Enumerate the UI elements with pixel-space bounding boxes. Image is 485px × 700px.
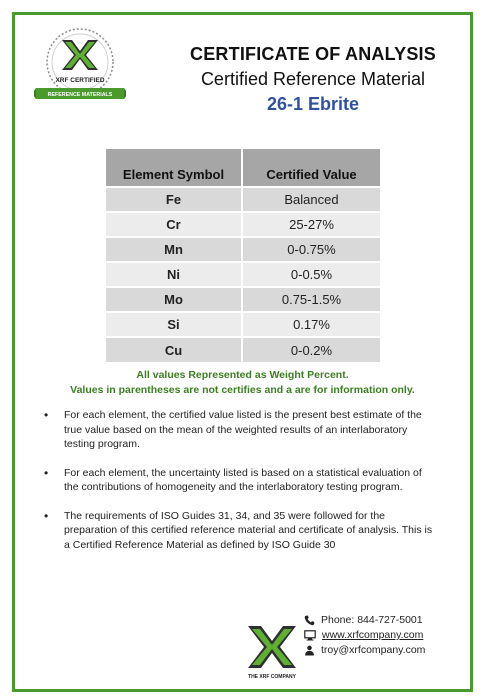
person-icon xyxy=(304,645,315,656)
certified-value: 0-0.75% xyxy=(242,237,380,262)
material-name: 26-1 Ebrite xyxy=(266,94,360,114)
table-row xyxy=(106,237,380,262)
parentheses-note: Values in parentheses are not certifies and a are for information only. xyxy=(70,384,415,396)
contact-email xyxy=(304,643,425,658)
contact-website xyxy=(304,628,425,643)
certified-value: 0-0.5% xyxy=(242,262,380,287)
element-symbol: Mo xyxy=(106,287,242,312)
xrf-company-logo xyxy=(244,624,300,682)
website-link[interactable]: www.xrfcompany.com xyxy=(322,629,424,641)
element-symbol: Cu xyxy=(106,337,242,362)
column-header-value: Certified Value xyxy=(242,149,380,187)
table-row xyxy=(106,287,380,312)
certified-values-table xyxy=(106,149,380,362)
element-symbol: Si xyxy=(106,312,242,337)
seal-top-text: XRF CERTIFIED xyxy=(55,77,105,84)
phone-icon xyxy=(304,615,315,626)
column-header-symbol: Element Symbol xyxy=(106,149,242,187)
element-symbol: Mn xyxy=(106,237,242,262)
contact-phone xyxy=(304,613,425,628)
list-item: • For each element, the certified value listed is the present best estimate of the true value based on the mean of the weighted results of an interlaboratory testing program. xyxy=(42,408,434,452)
page-title: CERTIFICATE OF ANALYSIS xyxy=(190,44,436,64)
contact-info xyxy=(304,613,425,658)
certificate-header xyxy=(170,44,456,115)
xrf-certified-seal-logo xyxy=(34,24,126,108)
certified-value: 0.17% xyxy=(242,312,380,337)
certified-value: Balanced xyxy=(242,187,380,212)
table-row xyxy=(106,212,380,237)
page-subtitle: Certified Reference Material xyxy=(200,69,426,89)
table-row xyxy=(106,337,380,362)
element-symbol: Ni xyxy=(106,262,242,287)
email-address[interactable]: troy@xrfcompany.com xyxy=(321,644,426,656)
table-row xyxy=(106,262,380,287)
certificate-statements-list xyxy=(42,408,434,566)
seal-ribbon-text: REFERENCE MATERIALS xyxy=(47,92,113,98)
table-row xyxy=(106,312,380,337)
list-item: • For each element, the uncertainty listed is based on a statistical evaluation of the contributions of homogeneity and the interlaboratory testing program. xyxy=(42,466,434,495)
certified-value: 25-27% xyxy=(242,212,380,237)
table-row xyxy=(106,187,380,212)
phone-number: Phone: 844-727-5001 xyxy=(321,614,423,626)
weight-percent-note: All values Represented as Weight Percent. xyxy=(136,369,349,381)
element-symbol: Fe xyxy=(106,187,242,212)
certified-value: 0.75-1.5% xyxy=(242,287,380,312)
table-header-row xyxy=(106,149,380,187)
computer-icon xyxy=(304,630,316,641)
element-symbol: Cr xyxy=(106,212,242,237)
list-item: • The requirements of ISO Guides 31, 34, and 35 were followed for the preparation of this certified reference material and certificate of analysis. This is a Certified Reference Material as defined by ISO Guide 30 xyxy=(42,509,434,553)
certified-value: 0-0.2% xyxy=(242,337,380,362)
logo-company-text: THE XRF COMPANY xyxy=(248,674,296,680)
